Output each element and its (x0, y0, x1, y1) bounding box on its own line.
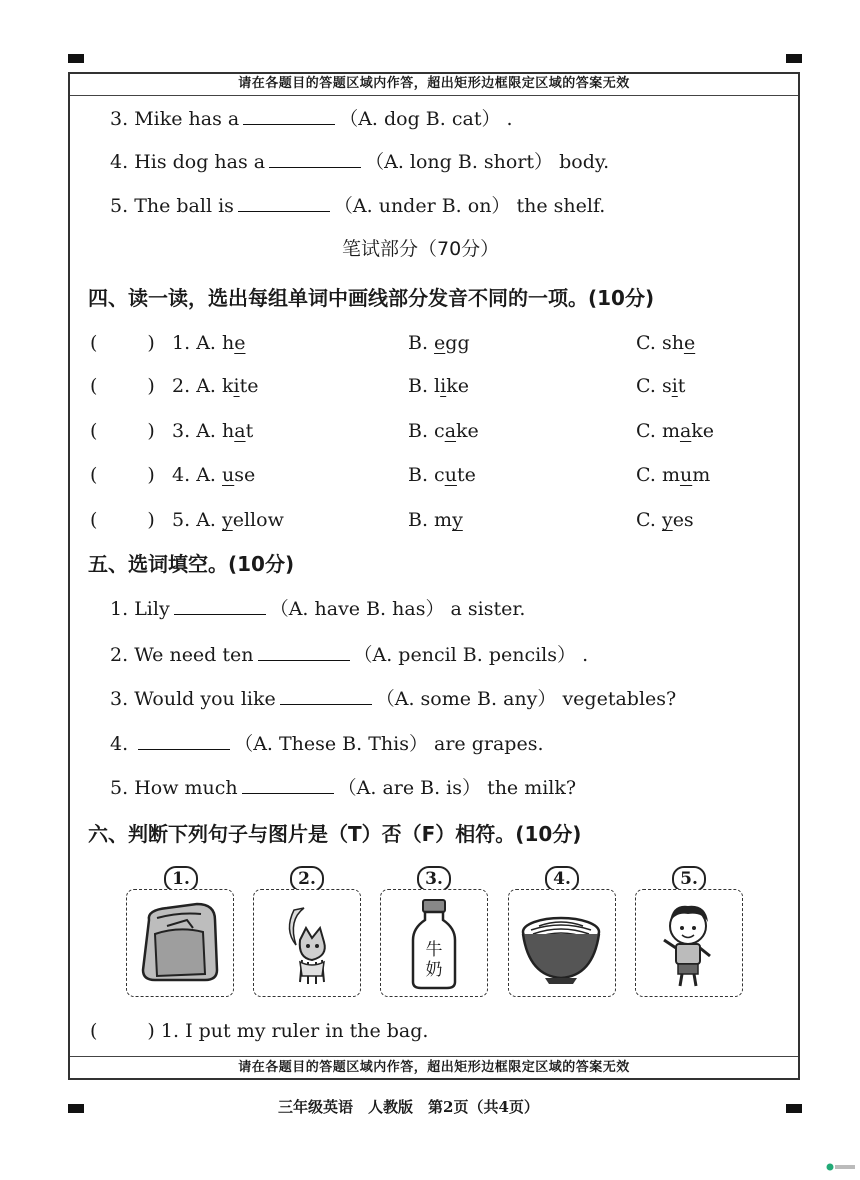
picture-label-3: 3. (409, 866, 459, 892)
underlined-letters: u (444, 464, 457, 486)
section-4-option-c-5: C. yes (636, 509, 694, 531)
underlined-letters: a (679, 420, 692, 442)
section-5-question-1: 1. Lily （A. have B. has） a sister. (110, 598, 526, 620)
section-4-option-c-2: C. sit (636, 375, 686, 397)
section-6-statement-1: ( ) 1. I put my ruler in the bag. (90, 1020, 429, 1042)
picture-label-2: 2. (282, 866, 332, 892)
section-4-option-b-4: B. cute (408, 464, 476, 486)
underlined-letters: a (444, 420, 457, 442)
section-4-option-b-5: B. my (408, 509, 463, 531)
bag-icon (127, 890, 232, 995)
section-5-question-2: 2. We need ten （A. pencil B. pencils） . (110, 644, 589, 666)
picture-card-2 (253, 889, 361, 997)
underlined-letters: u (679, 464, 693, 486)
section-4-answer-1[interactable]: ( ) (90, 332, 155, 354)
section-5-question-3: 3. Would you like （A. some B. any） vegetables? (110, 688, 677, 710)
registration-mark-top-right (786, 54, 802, 63)
section-4-answer-3[interactable]: ( ) (90, 420, 155, 442)
picture-label-5: 5. (664, 866, 714, 892)
underlined-letters: e (234, 332, 246, 354)
bottom-banner-divider (70, 1056, 798, 1057)
picture-card-1 (126, 889, 234, 997)
section-6-title: 六、判断下列句子与图片是（T）否（F）相符。(10分) (88, 822, 582, 846)
section-4-option-a-2: 2. A. kite (172, 375, 259, 397)
section-4-answer-4[interactable]: ( ) (90, 464, 155, 486)
listening-question-5: 5. The ball is （A. under B. on） the shelf. (110, 195, 606, 217)
answer-blank[interactable] (269, 151, 361, 168)
underlined-letters: a (234, 420, 246, 442)
section-4-option-b-1: B. egg (408, 332, 470, 354)
section-4-option-a-1: 1. A. he (172, 332, 246, 354)
fox-icon (254, 890, 359, 995)
listening-question-4: 4. His dog has a （A. long B. short） body. (110, 151, 610, 173)
section-5-question-5: 5. How much （A. are B. is） the milk? (110, 777, 577, 799)
watermark-logo (826, 1162, 856, 1172)
answer-blank[interactable] (242, 777, 334, 794)
picture-card-5 (635, 889, 743, 997)
answer-blank[interactable] (138, 733, 230, 750)
page-footer: 三年级英语 人教版 第2页（共4页） (278, 1098, 539, 1116)
underlined-letters: i (233, 375, 240, 397)
underlined-letters: u (222, 464, 235, 486)
underlined-letters: y (661, 509, 673, 531)
section-4-option-c-1: C. she (636, 332, 696, 354)
written-part-title: 笔试部分（70分） (342, 238, 500, 260)
picture-label-4: 4. (537, 866, 587, 892)
section-4-option-a-4: 4. A. use (172, 464, 256, 486)
bottom-banner: 请在各题目的答题区域内作答，超出矩形边框限定区域的答案无效 (238, 1060, 630, 1075)
boy-icon (636, 890, 741, 995)
milk-label: 牛奶 (425, 940, 443, 980)
underlined-letters: e (434, 332, 446, 354)
registration-mark-bottom-right (786, 1104, 802, 1113)
top-banner: 请在各题目的答题区域内作答，超出矩形边框限定区域的答案无效 (238, 76, 630, 91)
section-4-option-b-3: B. cake (408, 420, 479, 442)
section-4-option-c-4: C. mum (636, 464, 711, 486)
answer-blank[interactable] (280, 688, 372, 705)
picture-label-1: 1. (156, 866, 206, 892)
underlined-letters: e (683, 332, 696, 354)
registration-mark-top-left (68, 54, 84, 63)
section-4-option-a-5: 5. A. yellow (172, 509, 284, 531)
answer-blank[interactable] (258, 644, 350, 661)
top-banner-divider (70, 95, 798, 96)
section-5-title: 五、选词填空。(10分) (88, 552, 295, 576)
picture-card-4 (508, 889, 616, 997)
noodles-icon (509, 890, 614, 995)
registration-mark-bottom-left (68, 1104, 84, 1113)
underlined-letters: y (222, 509, 233, 531)
underlined-letters: i (440, 375, 447, 397)
answer-blank[interactable] (243, 108, 335, 125)
section-4-title: 四、读一读，选出每组单词中画线部分发音不同的一项。(10分) (88, 286, 655, 310)
section-4-answer-5[interactable]: ( ) (90, 509, 155, 531)
section-4-answer-2[interactable]: ( ) (90, 375, 155, 397)
listening-question-3: 3. Mike has a （A. dog B. cat） . (110, 108, 513, 130)
underlined-letters: i (671, 375, 678, 397)
underlined-letters: y (452, 509, 463, 531)
section-5-question-4: 4. （A. These B. This） are grapes. (110, 733, 544, 755)
section-4-option-c-3: C. make (636, 420, 715, 442)
picture-card-3 (380, 889, 488, 997)
section-4-option-a-3: 3. A. hat (172, 420, 254, 442)
section-4-option-b-2: B. like (408, 375, 469, 397)
answer-blank[interactable] (238, 195, 330, 212)
answer-blank[interactable] (174, 598, 266, 615)
